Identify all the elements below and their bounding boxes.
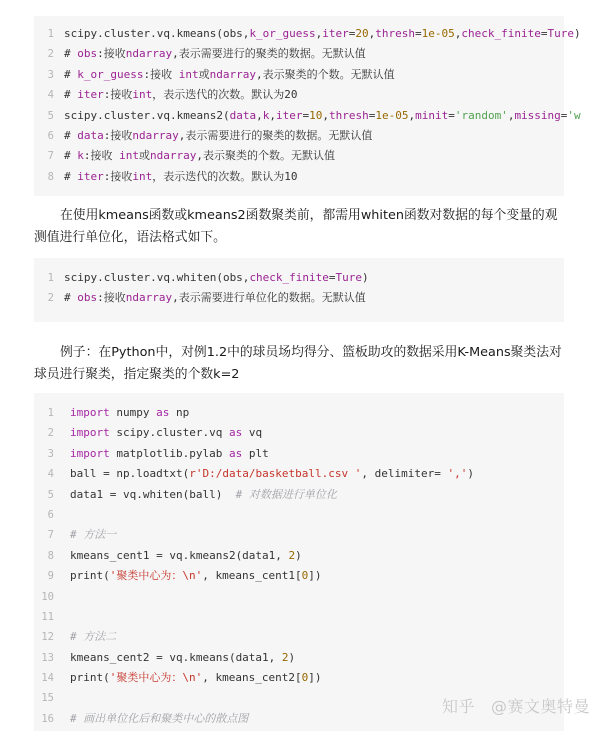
code-line: 16 # 画出单位化后和聚类中心的散点图: [41, 711, 249, 725]
code-line: 11: [41, 610, 54, 623]
code-line: 8 kmeans_cent1 = vq.kmeans2(data1, 2): [47, 548, 302, 562]
code-line: 8 # iter:接收int，表示迭代的次数。默认为10: [47, 169, 298, 183]
code-line: 15: [41, 692, 54, 705]
code-line: 6: [47, 508, 54, 521]
code-line: 5 scipy.cluster.vq.kmeans2(data,k,iter=10,thresh=1e-05,minit='random',missing='w: [47, 108, 581, 122]
code-line: 3 # k_or_guess:接收 int或ndarray,表示聚类的个数。无默认值: [47, 67, 395, 81]
code-line: 12 # 方法二: [41, 630, 117, 644]
code-line: 1 scipy.cluster.vq.kmeans(obs,k_or_guess,iter=20,thresh=1e-05,check_finite=Ture): [34, 24, 564, 44]
code-line: 13 kmeans_cent2 = vq.kmeans(data1, 2): [41, 650, 296, 664]
code-text: scipy.cluster.vq.kmeans(obs,k_or_guess,iter=20,thresh=1e-05,check_finite=Ture): [64, 27, 581, 40]
code-line: 4 ball = np.loadtxt(r'D:/data/basketball.csv ', delimiter= ','): [47, 467, 474, 481]
paragraph-whiten-intro: 在使用kmeans函数或kmeans2函数聚类前，都需用whiten函数对数据的每个变量的观测值进行单位化，语法格式如下。: [34, 208, 558, 245]
code-line: 2 # obs:接收ndarray,表示需要进行的聚类的数据。无默认值: [47, 47, 366, 61]
code-line: 2 import scipy.cluster.vq as vq: [47, 426, 263, 440]
zhihu-watermark: [442, 694, 590, 717]
code-line: 1 import numpy as np: [47, 406, 190, 419]
watermark-site: 知乎: [442, 697, 476, 716]
code-line: 3 import matplotlib.pylab as plt: [47, 446, 269, 460]
code-line: 7 # 方法一: [47, 528, 117, 542]
code-line: 7 # k:接收 int或ndarray,表示聚类的个数。无默认值: [47, 149, 335, 163]
code-line: 4 # iter:接收int，表示迭代的次数。默认为20: [47, 88, 298, 102]
code-line: 5 data1 = vq.whiten(ball) # 对数据进行单位化: [47, 487, 337, 501]
code-line: 10: [41, 590, 54, 603]
code-line: 14 print('聚类中心为：\n', kmeans_cent2[0]): [41, 671, 322, 685]
code-line: 9 print('聚类中心为：\n', kmeans_cent1[0]): [47, 569, 322, 583]
code-line: 6 # data:接收ndarray,表示需要进行的聚类的数据。无默认值: [47, 128, 373, 142]
code-line: 1 scipy.cluster.vq.whiten(obs,check_finite=Ture): [47, 271, 369, 284]
paragraph-example-intro: 例子：在Python中，对例1.2中的球员场均得分、篮板助攻的数据采用K-Means聚类法对球员进行聚类，指定聚类的个数k=2: [34, 345, 562, 382]
watermark-author: @赛文奥特曼: [491, 697, 591, 716]
code-block-example: [34, 393, 564, 731]
code-block-kmeans-signature: [34, 16, 581, 196]
code-block-whiten-signature: [34, 258, 564, 322]
code-line: 2 # obs:接收ndarray,表示需要进行单位化的数据。无默认值: [47, 291, 366, 305]
